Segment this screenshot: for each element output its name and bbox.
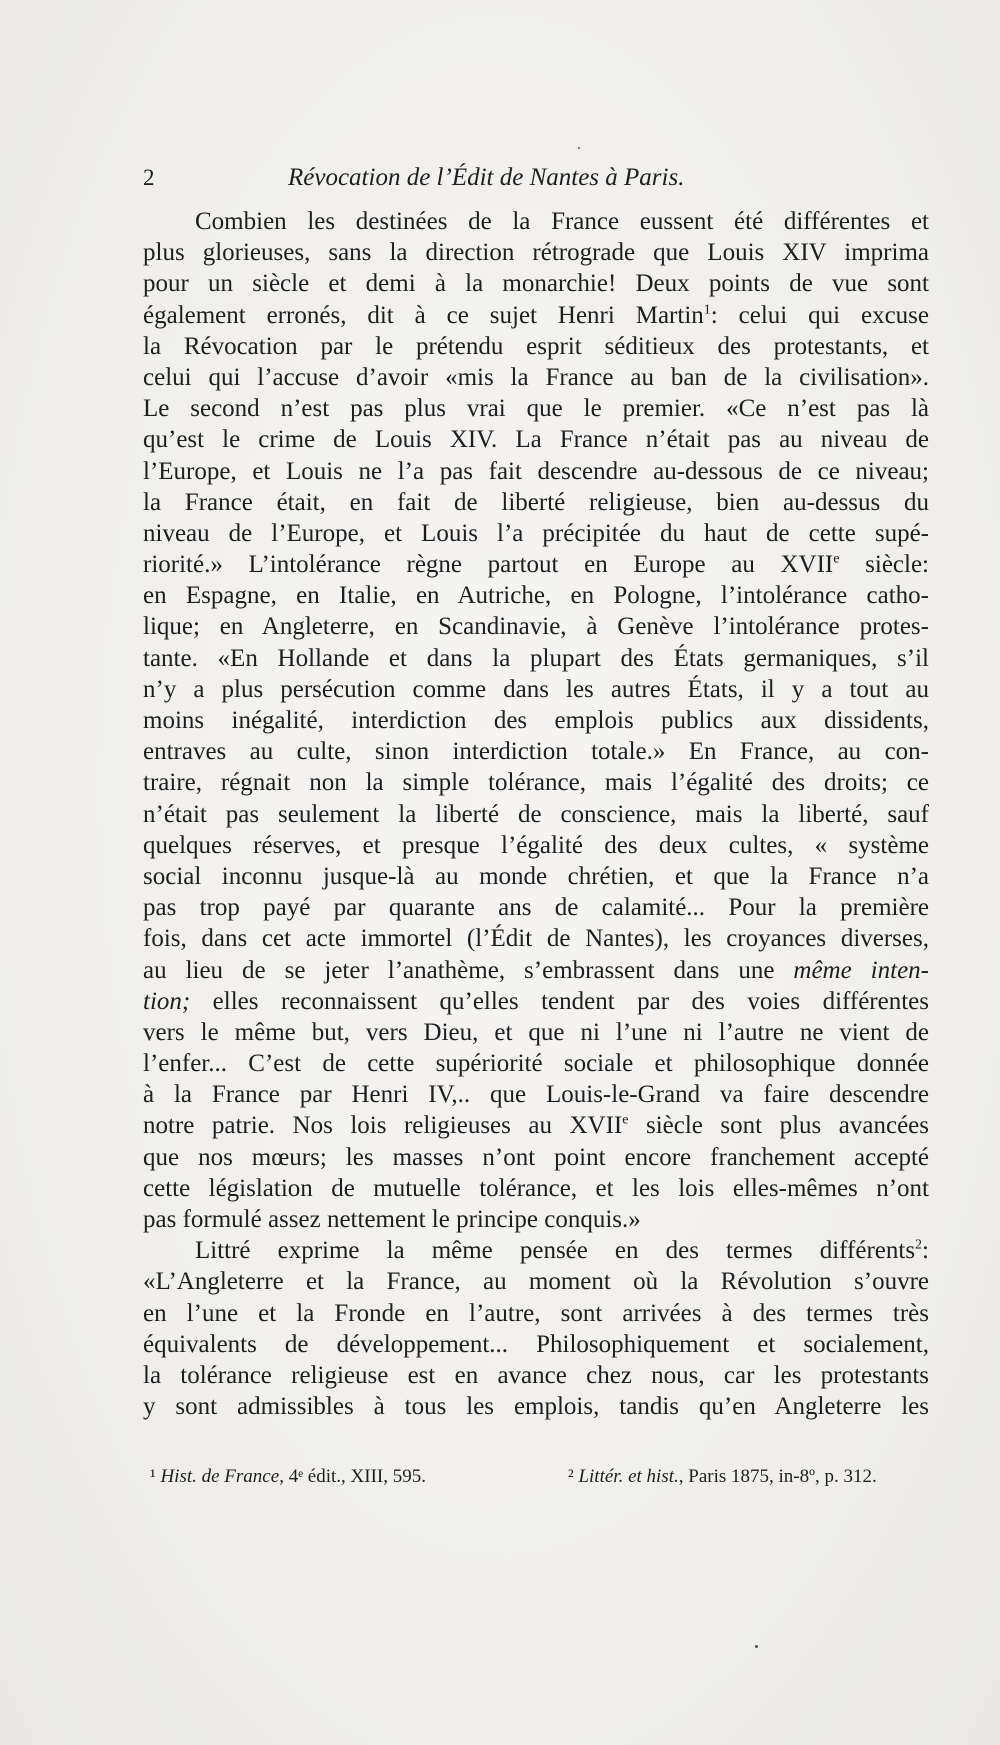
text-line: plus glorieuses, sans la direction rétrograde que Louis XIV imprima <box>143 239 929 267</box>
text-line: la tolérance religieuse est en avance chez nous, car les protestants <box>143 1361 929 1389</box>
page-header <box>143 160 763 196</box>
text-line: l’enfer... C’est de cette supériorité sociale et philosophique donnée <box>143 1050 929 1078</box>
text-line: «L’Angleterre et la France, au moment où la Révolution s’ouvre <box>143 1268 929 1296</box>
text-line: Combien les destinées de la France eussent été différentes et <box>195 208 929 235</box>
superscript-e: e <box>833 551 840 567</box>
text-line: également erronés, dit à ce sujet Henri Martin$^1$: celui qui excuse <box>143 301 930 329</box>
footnote-ref-2: 2 <box>915 1237 923 1253</box>
paper-speck <box>755 1645 758 1648</box>
text-line: la France était, en fait de liberté religieuse, bien au-dessus du <box>143 488 929 516</box>
text-line: l’Europe, et Louis ne l’a pas fait descendre au-dessous de ce niveau; <box>143 457 929 485</box>
text-line: n’était pas seulement la liberté de conscience, mais la liberté, sauf <box>143 800 929 828</box>
text-line: fois, dans cet acte immortel (l’Édit de Nantes), les croyances diverses, <box>143 925 929 953</box>
paper-speck <box>578 147 580 149</box>
footnote-1: ¹ Hist. de France, 4ᵉ édit., XIII, 595. <box>150 1466 427 1487</box>
text-line: n’y a plus persécution comme dans les autres États, il y a tout au <box>143 675 929 703</box>
text-line: en l’une et la Fronde en l’autre, sont arrivées à des termes très <box>143 1299 929 1327</box>
text-line: cette législation de mutuelle tolérance, et les lois elles-mêmes n’ont <box>143 1174 929 1202</box>
text-line: équivalents de développement... Philosophiquement et socialement, <box>143 1330 929 1358</box>
text-line: au lieu de se jeter l’anathème, s’embrassent dans une même inten- <box>143 956 929 984</box>
text-line: pas trop payé par quarante ans de calamité... Pour la première <box>143 894 929 922</box>
text-line: entraves au culte, sinon interdiction totale.» En France, au con- <box>143 738 929 766</box>
text-line: à la France par Henri IV,.. que Louis-le-Grand va faire descendre <box>143 1081 929 1109</box>
superscript-e: e <box>622 1113 629 1129</box>
body-text <box>143 206 929 1422</box>
page-number: 2 <box>143 165 155 190</box>
text-line: niveau de l’Europe, et Louis l’a précipitée du haut de cette supé- <box>143 519 929 547</box>
text-line: quelques réserves, et presque l’égalité des deux cultes, « système <box>143 831 929 859</box>
footnote-2: ² Littér. et hist., Paris 1875, in-8º, p. 312. <box>568 1466 877 1487</box>
text-line: celui qui l’accuse d’avoir «mis la France au ban de la civilisation». <box>143 363 929 391</box>
text-line: moins inégalité, interdiction des emplois publics aux dissidents, <box>143 707 929 734</box>
text-line: traire, régnait non la simple tolérance, mais l’égalité des droits; ce <box>143 769 929 797</box>
footnotes <box>143 1462 929 1492</box>
footnote-ref-1: 1 <box>703 302 711 318</box>
text-line: y sont admissibles à tous les emplois, tandis qu’en Angleterre les <box>143 1393 929 1421</box>
running-title: Révocation de l’Édit de Nantes à Paris. <box>288 164 685 191</box>
text-line: tante. «En Hollande et dans la plupart des États germaniques, s’il <box>143 644 929 672</box>
text-line: pour un siècle et demi à la monarchie! Deux points de vue sont <box>143 270 929 298</box>
text-line: qu’est le crime de Louis XIV. La France n’était pas au niveau de <box>143 426 929 454</box>
text-line: lique; en Angleterre, en Scandinavie, à Genève l’intolérance protes- <box>143 613 929 641</box>
text-line: pas formulé assez nettement le principe conquis.» <box>143 1206 641 1233</box>
text-line: en Espagne, en Italie, en Autriche, en Pologne, l’intolérance catho- <box>143 582 929 610</box>
text-line: Le second n’est pas plus vrai que le premier. «Ce n’est pas là <box>143 395 929 423</box>
italic-phrase: tion; <box>143 987 191 1015</box>
text-line: social inconnu jusque-là au monde chrétien, et que la France n’a <box>143 862 929 890</box>
text-line: que nos mœurs; les masses n’ont point encore franchement accepté <box>143 1143 929 1171</box>
text-line: la Révocation par le prétendu esprit séditieux des protestants, et <box>143 332 929 360</box>
text-line: notre patrie. Nos lois religieuses au XVIIe siècle sont plus avancées <box>143 1112 929 1140</box>
text-line: tion; elles reconnaissent qu’elles tendent par des voies différentes <box>143 987 929 1015</box>
text-line: Littré exprime la même pensée en des termes différents$^2$: <box>195 1237 929 1265</box>
italic-phrase: même inten- <box>793 956 929 984</box>
text-line: vers le même but, vers Dieu, et que ni l’une ni l’autre ne vient de <box>143 1018 929 1046</box>
text-line: riorité.» L’intolérance règne partout en Europe au XVIIe siècle: <box>143 551 929 579</box>
